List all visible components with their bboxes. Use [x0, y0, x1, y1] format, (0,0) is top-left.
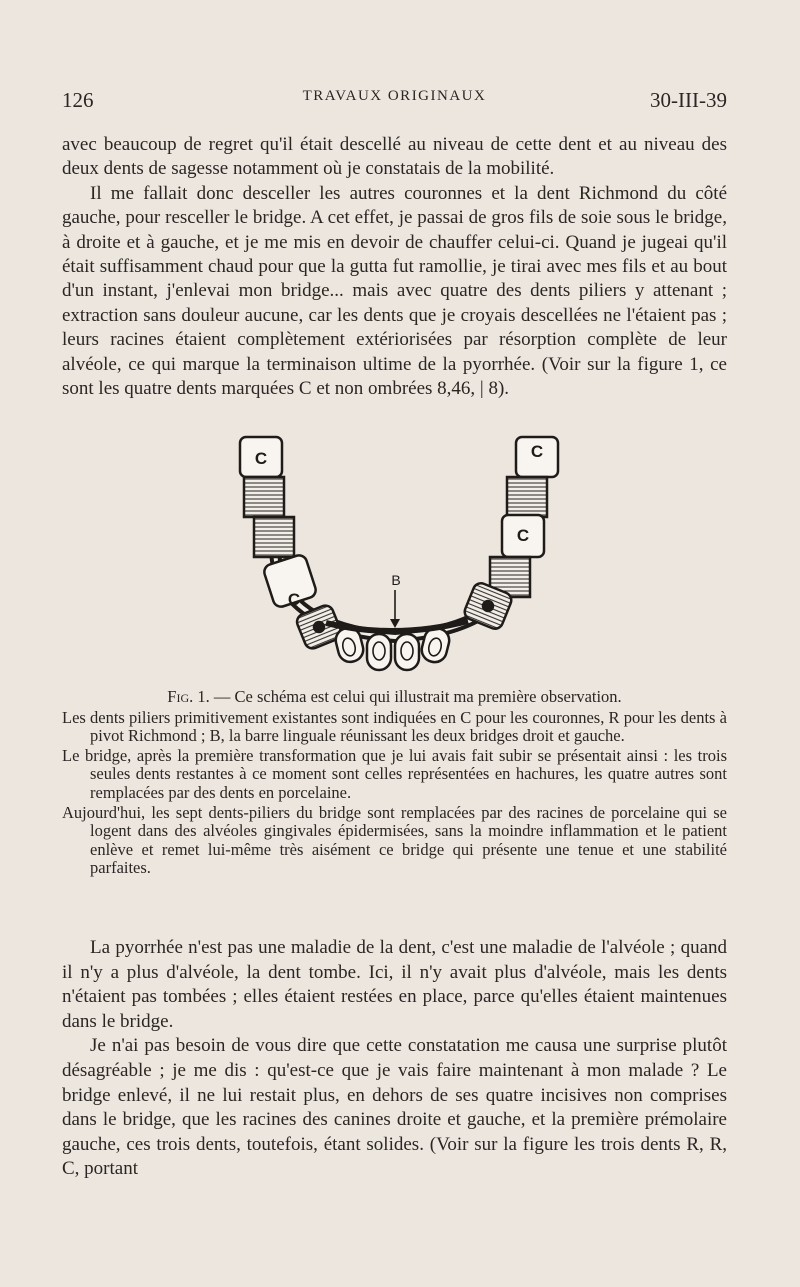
- page-header: [62, 88, 727, 118]
- running-title: TRAVAUX ORIGINAUX: [302, 88, 487, 104]
- right-teeth: [462, 437, 558, 631]
- body-text-bottom: [62, 936, 727, 1182]
- caption-paragraph: Aujourd'hui, les sept dents-piliers du bridge sont remplacées par des racines de porcelaine qui se logent dans des alvéoles gingivales épidermisées, sans la moindre inflammation et le patient enlève et remet lui-même très aisément ce bridge qui présente une tenue et une stabilité parfaites.: [62, 802, 727, 878]
- crown-label: C: [516, 526, 530, 545]
- crown-label: C: [254, 449, 268, 468]
- body-text-top: [62, 133, 727, 401]
- figure-title-text: — Ce schéma est celui qui illustrait ma première observation.: [213, 687, 622, 706]
- paragraph: La pyorrhée n'est pas une maladie de la dent, c'est une maladie de l'alvéole ; quand il n'y a plus d'alvéole, la dent tombe. Ici, il n'y avait plus d'alvéole, mais les dents n'étaient pas tombées ; elles étaient restées en place, parce qu'elles étaient maintenues dans le bridge.: [62, 937, 727, 1032]
- figure-label: Fig. 1.: [167, 687, 210, 706]
- figure-caption: [62, 688, 727, 879]
- dental-arch-diagram: [230, 425, 560, 685]
- paragraph: Il me fallait donc desceller les autres couronnes et la dent Richmond du côté gauche, pour resceller le bridge. A cet effet, je passai de gros fils de soie sous le bridge, à droite et à gauche, et je me mis en devoir de chauffer celui-ci. Quand je jugeai qu'il était suffisamment chaud pour que la gutta fut ramollie, je tirai avec mes fils et au bout d'un instant, j'enlevai mon bridge... mais avec quatre des dents piliers y attenant ; extraction sans douleur aucune, car les dents que je croyais descellées ne l'étaient pas ; leurs racines étaient complètement extériorisées par résorption complète de leur alvéole, ce qui marque la terminaison ultime de la pyorrhée. (Voir sur la figure 1, ce sont les quatre dents marquées C et non ombrées 8,46, | 8).: [62, 182, 727, 400]
- bar-label: B: [391, 572, 401, 588]
- left-teeth: [240, 437, 318, 609]
- caption-paragraph: Les dents piliers primitivement existantes sont indiquées en C pour les couronnes, R pour les dents à pivot Richmond ; B, la barre linguale réunissant les deux bridges droit et gauche.: [62, 707, 727, 746]
- caption-paragraph: Le bridge, après la première transformation que je lui avais fait subir se présentait ainsi : les trois seules dents restantes à ce moment sont celles représentées en hachures, les quatre autres sont remplacées par des dents en porcelaine.: [62, 745, 727, 802]
- crown-label: C: [287, 590, 301, 609]
- header-date: 30-III-39: [650, 88, 727, 112]
- paragraph: Je n'ai pas besoin de vous dire que cette constatation me causa une surprise plutôt désagréable ; je me dis : qu'est-ce que je vais faire maintenant à mon malade ? Le bridge enlevé, il ne lui restait plus, en dehors de ses quatre incisives non comprises dans le bridge, que les racines des canines droite et gauche, et la première prémolaire gauche, ces trois dents, toutefois, étant solides. (Voir sur la figure les trois dents R, R, C, portant: [62, 1035, 727, 1180]
- paragraph: avec beaucoup de regret qu'il était descellé au niveau de cette dent et au niveau des deux dents de sagesse notamment où je constatais de la mobilité.: [62, 134, 727, 180]
- page-number: 126: [62, 88, 94, 112]
- dental-bridge-figure: [230, 425, 560, 685]
- crown-label: C: [530, 442, 544, 461]
- caption-title: [62, 688, 727, 707]
